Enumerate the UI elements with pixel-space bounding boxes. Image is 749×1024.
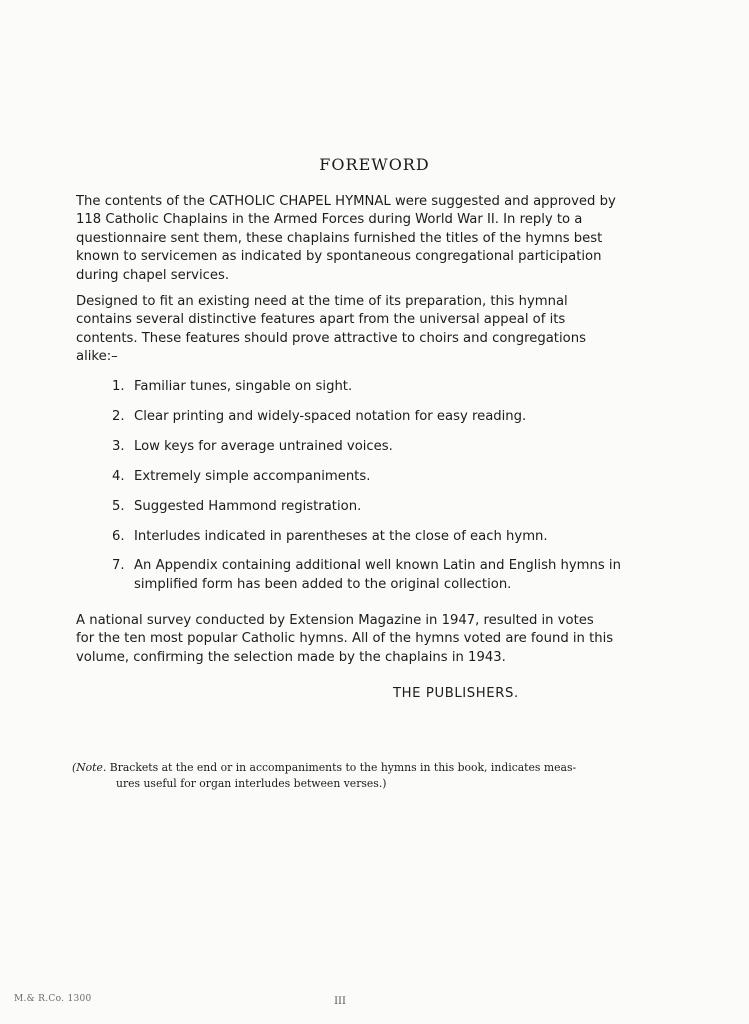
features-list: [112, 378, 632, 594]
note-text-line1: Brackets at the end or in accompaniments to the hymns in this book, indicates meas-: [109, 761, 577, 774]
list-item: [112, 528, 632, 546]
note-lead: (Note.: [72, 761, 107, 774]
publisher-signature: THE PUBLISHERS.: [393, 686, 519, 701]
list-item-text: Familiar tunes, singable on sight.: [134, 379, 353, 394]
features-intro-paragraph: Designed to fit an existing need at the time of its preparation, this hymnal contains several distinctive features apart from the universal appeal of its contents. These features should prove attractive to choirs and congregations alike:–: [76, 294, 586, 365]
list-item-text: An Appendix containing additional well known Latin and English hymns in simplified form has been added to the original collection.: [134, 558, 621, 592]
list-item-number: 4.: [112, 468, 125, 484]
list-item: [112, 408, 632, 426]
list-item-number: 3.: [112, 438, 125, 454]
list-item-number: 1.: [112, 379, 125, 394]
list-item-text: Interludes indicated in parentheses at the close of each hymn.: [134, 528, 548, 544]
list-item-number: 2.: [112, 408, 125, 424]
list-item: [112, 438, 632, 456]
publisher-code: M.& R.Co. 1300: [14, 994, 92, 1004]
survey-paragraph: A national survey conducted by Extension Magazine in 1947, resulted in votes for the ten most popular Catholic hymns. All of the hymns voted are found in this volume, confirming the selection made by the chaplains in 1943.: [76, 613, 614, 665]
list-item: [112, 498, 632, 516]
list-item: [112, 557, 632, 594]
list-item: [112, 468, 632, 486]
list-item-number: 5.: [112, 498, 125, 514]
list-item-number: 7.: [112, 558, 125, 574]
page-number: III: [334, 996, 346, 1007]
list-item-text: Extremely simple accompaniments.: [134, 468, 371, 484]
intro-paragraph: The contents of the CATHOLIC CHAPEL HYMNAL were suggested and approved by 118 Catholic Chaplains in the Armed Forces during World War II. In reply to a questionnaire sent them, these chaplains furnished the titles of the hymns best known to servicemen as indicated by spontaneous congregational participation during chapel services.: [76, 194, 616, 283]
list-item-number: 6.: [112, 528, 125, 544]
list-item-text: Suggested Hammond registration.: [134, 498, 362, 514]
page-title: FOREWORD: [319, 155, 430, 174]
list-item-text: Low keys for average untrained voices.: [134, 438, 393, 454]
footnote: [72, 760, 632, 792]
note-text-line2: ures useful for organ interludes between verses.): [116, 777, 387, 790]
list-item-text: Clear printing and widely-spaced notation for easy reading.: [134, 408, 527, 424]
list-item: [112, 378, 632, 396]
